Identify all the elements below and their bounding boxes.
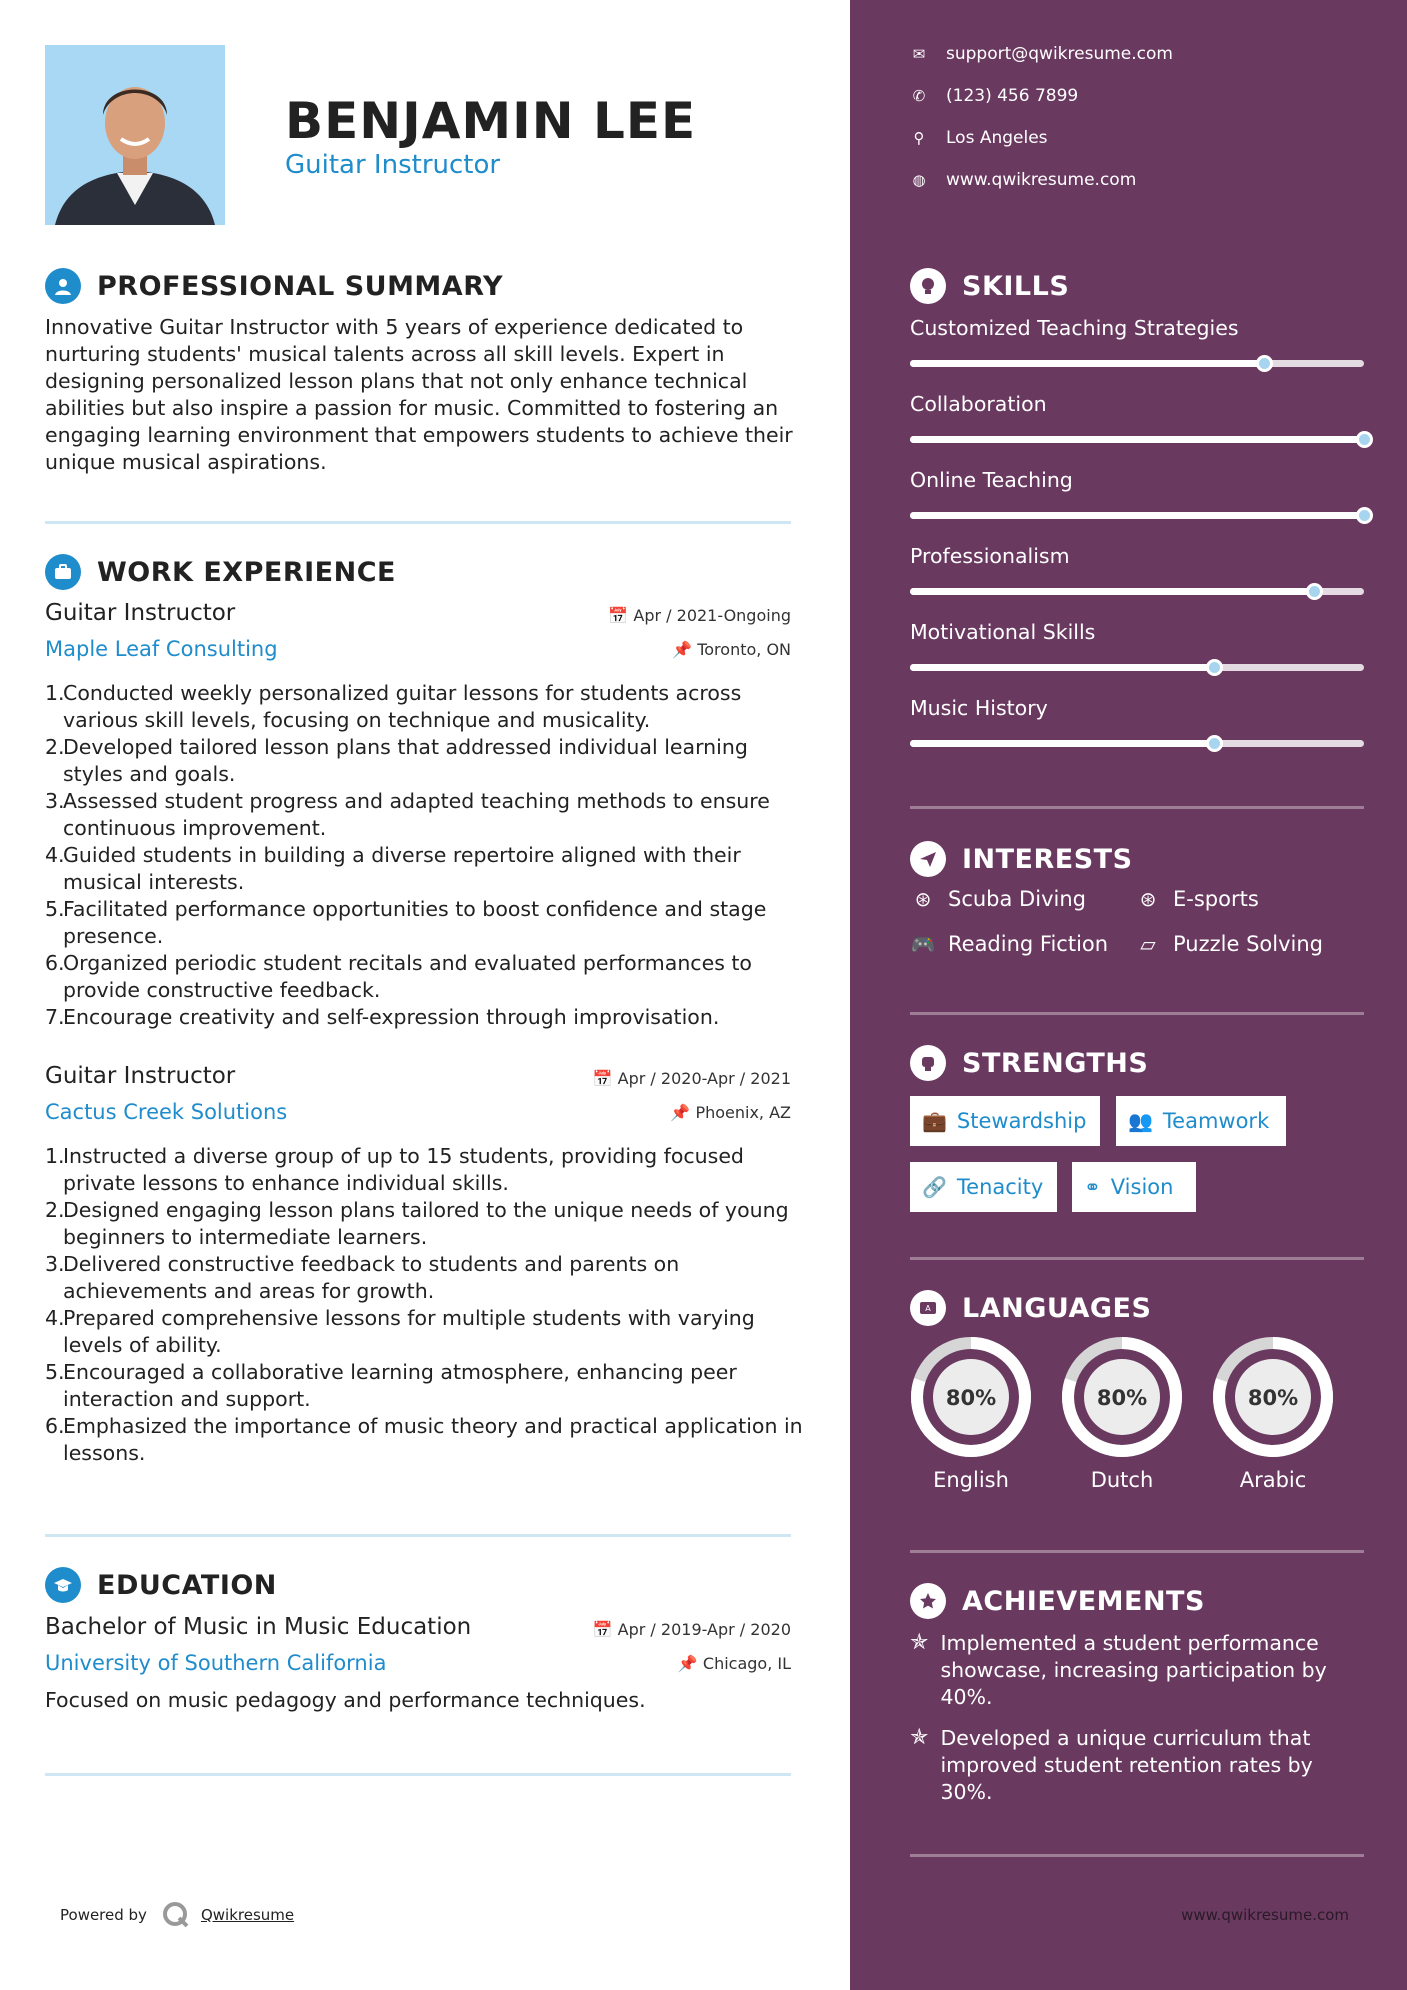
calendar-icon: 📅 <box>608 606 634 625</box>
strength-tag: 💼 Stewardship <box>910 1096 1100 1146</box>
experience-heading <box>45 554 396 590</box>
paper-plane-icon <box>910 841 946 877</box>
interest-item: 🎮 Reading Fiction <box>910 932 1109 956</box>
link-icon: 🔗 <box>922 1175 947 1199</box>
skill-name: Professionalism <box>910 544 1070 568</box>
language-item <box>910 1336 1032 1492</box>
briefcase-icon <box>45 554 81 590</box>
job-location: 📌 Phoenix, AZ <box>670 1103 791 1122</box>
life-ring-icon: ⊛ <box>1139 887 1157 911</box>
experience-title: WORK EXPERIENCE <box>97 556 396 588</box>
skill-bar <box>910 512 1364 519</box>
list-item: 6. Emphasized the importance of music theory and practical application in lessons. <box>45 1414 803 1465</box>
job-location: 📌 Toronto, ON <box>672 640 791 659</box>
list-item: 6. Organized periodic student recitals and evaluated performances to provide constructive feedback. <box>45 951 752 1002</box>
translate-icon <box>910 1290 946 1326</box>
language-ring <box>1061 1336 1183 1458</box>
qwikresume-link[interactable]: Qwikresume <box>200 1906 295 1924</box>
list-item: 5. Facilitated performance opportunities to boost confidence and stage presence. <box>45 897 767 948</box>
divider <box>910 806 1364 809</box>
svg-text:A: A <box>925 1304 931 1313</box>
briefcase-icon: 💼 <box>922 1109 947 1133</box>
contact-location: ⚲ Los Angeles <box>910 128 1048 148</box>
powered-by <box>60 1900 294 1930</box>
candidate-role: Guitar Instructor <box>285 150 501 180</box>
achievements-heading <box>910 1583 1205 1619</box>
fist-icon <box>910 1045 946 1081</box>
skill-name: Customized Teaching Strategies <box>910 316 1239 340</box>
contact-website[interactable]: ◍ www.qwikresume.com <box>910 170 1136 190</box>
map-marker-icon: ⚲ <box>913 129 925 147</box>
interests-title: INTERESTS <box>962 843 1133 875</box>
binoculars-icon: ⚭ <box>1084 1175 1101 1199</box>
list-item: 5. Encouraged a collaborative learning atmosphere, enhancing peer interaction and support. <box>45 1360 737 1411</box>
list-item: 1. Instructed a diverse group of up to 15 students, providing focused private lessons to enhance individual skills. <box>45 1144 744 1195</box>
skill-bar-handle <box>1206 659 1223 676</box>
list-item: 4. Guided students in building a diverse repertoire aligned with their musical interests. <box>45 843 741 894</box>
envelope-icon: ✉ <box>912 45 926 63</box>
skill-item <box>910 316 1364 386</box>
skills-heading <box>910 268 1069 304</box>
list-item: 3. Assessed student progress and adapted teaching methods to ensure continuous improvement. <box>45 789 770 840</box>
skill-name: Motivational Skills <box>910 620 1096 644</box>
gamepad-icon: 🎮 <box>910 932 936 956</box>
contact-email[interactable]: ✉ support@qwikresume.com <box>910 44 1173 64</box>
shooting-star-icon: ✯ <box>910 1725 929 1750</box>
divider <box>910 1550 1364 1553</box>
globe-icon: ◍ <box>912 171 926 189</box>
strength-tag: ⚭ Vision <box>1072 1162 1196 1212</box>
life-ring-icon: ⊛ <box>914 887 932 911</box>
sidebar <box>850 0 1407 1990</box>
skill-bar <box>910 740 1364 747</box>
divider <box>45 1773 791 1776</box>
users-icon: 👥 <box>1128 1109 1153 1133</box>
skill-bar-fill <box>910 664 1214 671</box>
language-name: Arabic <box>1239 1468 1307 1492</box>
lightbulb-icon <box>910 268 946 304</box>
job-title: Guitar Instructor <box>45 1063 236 1089</box>
pin-icon: 📌 <box>672 640 698 659</box>
skill-bar <box>910 664 1364 671</box>
pin-icon: 📌 <box>670 1103 696 1122</box>
divider <box>910 1257 1364 1260</box>
job-date: 📅 Apr / 2020-Apr / 2021 <box>592 1069 791 1088</box>
language-percent: 80% <box>1247 1386 1299 1410</box>
skill-bar <box>910 360 1364 367</box>
skill-item <box>910 392 1364 462</box>
strength-tag: 🔗 Tenacity <box>910 1162 1057 1212</box>
list-item: 2. Designed engaging lesson plans tailored to the unique needs of young beginners to intermediate learners. <box>45 1198 789 1249</box>
list-item: 4. Prepared comprehensive lessons for multiple students with varying levels of ability. <box>45 1306 755 1357</box>
contact-phone[interactable]: ✆ (123) 456 7899 <box>910 86 1078 106</box>
shooting-star-icon: ✯ <box>910 1630 929 1655</box>
skill-bar-handle <box>1206 735 1223 752</box>
powered-label: Powered by <box>60 1906 147 1924</box>
job-responsibilities <box>45 680 805 1031</box>
education-title: EDUCATION <box>97 1569 277 1601</box>
summary-heading <box>45 268 503 304</box>
education-date: 📅 Apr / 2019-Apr / 2020 <box>592 1620 791 1639</box>
list-item: 1. Conducted weekly personalized guitar lessons for students across various skill levels, focusing on technique and musicality. <box>45 681 742 732</box>
skill-bar-handle <box>1356 431 1373 448</box>
languages-heading <box>910 1290 1151 1326</box>
pin-icon: 📌 <box>677 1654 703 1673</box>
skill-item <box>910 620 1364 690</box>
skill-bar-handle <box>1256 355 1273 372</box>
interest-item: ▱ Puzzle Solving <box>1135 932 1323 956</box>
skill-bar-handle <box>1306 583 1323 600</box>
language-item <box>1212 1336 1334 1492</box>
achievements-title: ACHIEVEMENTS <box>962 1585 1205 1617</box>
job-title: Guitar Instructor <box>45 600 236 626</box>
user-icon <box>45 268 81 304</box>
divider <box>45 1534 791 1537</box>
skill-bar-handle <box>1356 507 1373 524</box>
skill-name: Online Teaching <box>910 468 1073 492</box>
phone-icon: ✆ <box>912 87 926 105</box>
achievement-item: ✯ Implemented a student performance showcase, increasing participation by 40%. <box>910 1630 1327 1709</box>
calendar-icon: 📅 <box>592 1069 618 1088</box>
calendar-icon: 📅 <box>592 1620 618 1639</box>
skill-item <box>910 468 1364 538</box>
candidate-name: BENJAMIN LEE <box>285 92 697 150</box>
skill-bar-fill <box>910 588 1314 595</box>
strengths-heading <box>910 1045 1148 1081</box>
job-company: Cactus Creek Solutions <box>45 1100 288 1124</box>
language-ring <box>910 1336 1032 1458</box>
language-percent: 80% <box>945 1386 997 1410</box>
footer-url[interactable]: www.qwikresume.com <box>1181 1906 1349 1924</box>
degree: Bachelor of Music in Music Education <box>45 1614 472 1640</box>
language-name: Dutch <box>1090 1468 1154 1492</box>
skill-bar-fill <box>910 512 1364 519</box>
skill-item <box>910 696 1364 766</box>
list-item: 3. Delivered constructive feedback to students and parents on achievements and areas for growth. <box>45 1252 680 1303</box>
job-company: Maple Leaf Consulting <box>45 637 278 661</box>
star-icon <box>910 1583 946 1619</box>
strengths-title: STRENGTHS <box>962 1047 1149 1079</box>
job-date: 📅 Apr / 2021-Ongoing <box>608 606 791 625</box>
graduation-icon <box>45 1567 81 1603</box>
skill-bar <box>910 588 1364 595</box>
job-responsibilities <box>45 1143 805 1467</box>
language-name: English <box>933 1468 1009 1492</box>
achievement-item: ✯ Developed a unique curriculum that improved student retention rates by 30%. <box>910 1725 1313 1804</box>
strength-tag: 👥 Teamwork <box>1116 1096 1286 1146</box>
skill-name: Music History <box>910 696 1048 720</box>
interest-item: ⊛ E-sports <box>1135 887 1259 911</box>
summary-text: Innovative Guitar Instructor with 5 years of experience dedicated to nurturing students' musical talents across all skill levels. Expert in designing personalized lesson plans that not only enhance technical abilities but also inspire a passion for music. Committed to fostering an engaging learning environment that empowers students to achieve their unique musical aspirations. <box>45 315 793 474</box>
skill-bar-fill <box>910 436 1364 443</box>
education-location: 📌 Chicago, IL <box>677 1654 791 1673</box>
school: University of Southern California <box>45 1651 387 1675</box>
book-icon: ▱ <box>1140 932 1156 956</box>
skill-bar-fill <box>910 740 1214 747</box>
interest-item: ⊛ Scuba Diving <box>910 887 1086 911</box>
divider <box>45 521 791 524</box>
summary-title: PROFESSIONAL SUMMARY <box>97 270 504 302</box>
language-ring <box>1212 1336 1334 1458</box>
list-item: 7. Encourage creativity and self-expression through improvisation. <box>45 1005 720 1029</box>
interests-heading <box>910 841 1133 877</box>
divider <box>910 1012 1364 1015</box>
languages-title: LANGUAGES <box>962 1292 1152 1324</box>
skills-title: SKILLS <box>962 270 1070 302</box>
list-item: 2. Developed tailored lesson plans that addressed individual learning styles and goals. <box>45 735 748 786</box>
qwikresume-logo <box>161 1900 191 1930</box>
education-heading <box>45 1567 277 1603</box>
education-description: Focused on music pedagogy and performance techniques. <box>45 1688 646 1712</box>
skill-item <box>910 544 1364 614</box>
skill-name: Collaboration <box>910 392 1047 416</box>
skill-bar <box>910 436 1364 443</box>
profile-photo <box>45 45 225 225</box>
language-item <box>1061 1336 1183 1492</box>
language-percent: 80% <box>1096 1386 1148 1410</box>
skill-bar-fill <box>910 360 1264 367</box>
divider <box>910 1854 1364 1857</box>
